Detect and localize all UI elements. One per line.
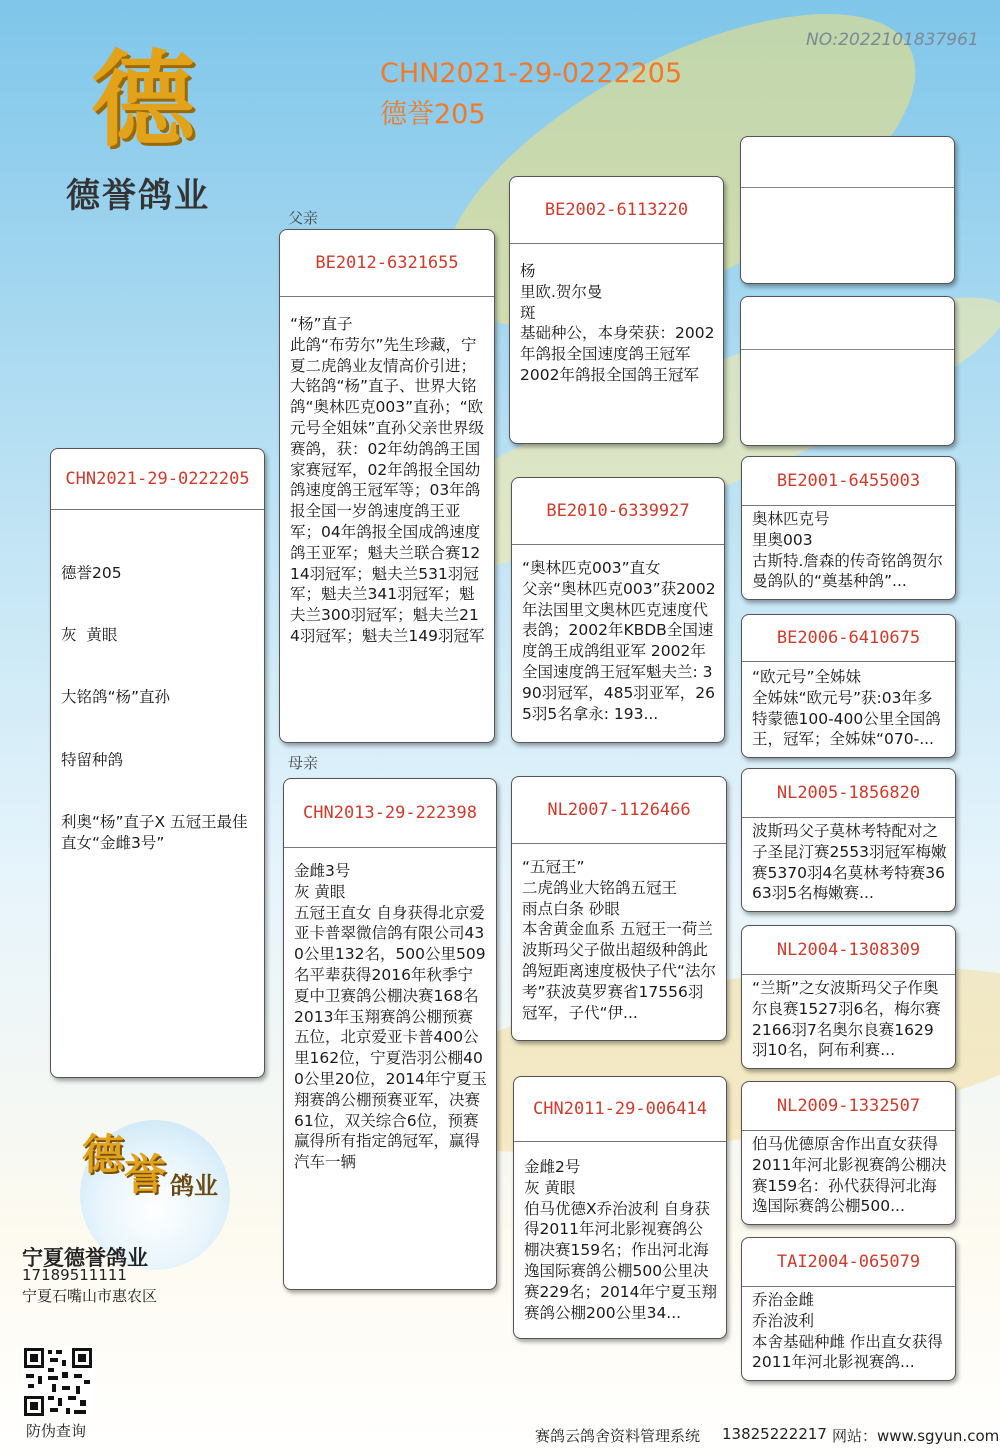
pedigree-card-sire [279, 229, 495, 743]
pedigree-card-dsd [741, 925, 956, 1069]
qr-code-graphic [22, 1346, 94, 1418]
pedigree-card-sdd [741, 614, 956, 758]
card-description: “奥林匹克003”直女 父亲“奥林匹克003”获2002年法国里文奥林匹克速度代表鸽；2002年KBDB全国速度鸽王成鸽组亚军 2002年全国速度鸽王冠军魁夫兰: 390羽冠军，485羽亚军，265羽5名拿永: 193... [522, 559, 716, 723]
ring-number: BE2012-6321655 [280, 230, 494, 297]
footer-logo-char: 业 [194, 1172, 218, 1200]
ring-number: CHN2013-29-222398 [284, 779, 496, 848]
ring-number: NL2007-1126466 [512, 777, 726, 844]
owner-phone: 17189511111 [22, 1266, 127, 1284]
pedigree-card-dam-sire [511, 776, 727, 1041]
subject-name-title: 德誉205 [380, 99, 486, 130]
bird-parentage: 利奥“杨”直子X 五冠王最佳直女“金雌3号” [61, 813, 248, 852]
bird-status: 特留种鸽 [61, 750, 124, 769]
pedigree-card-ssd [740, 296, 955, 446]
bird-name: 德誉205 [61, 563, 122, 582]
card-separator [741, 187, 954, 188]
pedigree-card-sss [740, 136, 955, 284]
pedigree-card-dss [741, 768, 956, 912]
system-phone: 13825222217 [722, 1425, 827, 1443]
owner-name: 宁夏德誉鸽业 [22, 1246, 148, 1270]
card-description: “欧元号”全姊妹 全姊妹“欧元号”获:03年多特蒙德100-400公里全国鸽王，冠军；全姊妹“070-... [752, 668, 941, 749]
card-description: 杨 里欧.贺尔曼 斑 基础种公，本身荣获：2002年鸽报全国速度鸽王冠军 2002年鸽报全国鸽王冠军 [520, 262, 715, 384]
pedigree-card-bird [50, 448, 265, 1078]
card-description: 金雌2号 灰 黄眼 伯马优德X乔治波利 自身获得2011年河北影视赛鸽公棚决赛159名；作出河北海逸国际赛鸽公棚500公里决赛229名；2014年宁夏玉翔赛鸽公棚200公里34... [524, 1158, 718, 1322]
card-description: 波斯玛父子莫林考特配对之子圣昆汀赛2553羽冠军梅嫩赛5370羽4名莫林考特赛3663羽5名梅嫩赛... [752, 822, 947, 903]
card-description: “五冠王” 二虎鸽业大铭鸽五冠王 雨点白条 砂眼 本舍黄金血系 五冠王一荷兰波斯玛父子做出超级种鸽此鸽短距离速度极快子代“法尔考”获波莫罗赛省17556羽冠军，子代“伊... [522, 858, 717, 1022]
pedigree-card-dam [283, 778, 497, 1290]
card-separator [741, 349, 954, 350]
ring-number: CHN2011-29-006414 [514, 1077, 726, 1142]
ring-number: BE2010-6339927 [512, 478, 724, 545]
pedigree-card-dds [741, 1081, 956, 1225]
ring-number: BE2001-6455003 [742, 457, 955, 506]
qr-caption: 防伪查询 [26, 1422, 87, 1440]
card-description: 乔治金雌 乔治波利 本舍基础种雌 作出直女获得2011年河北影视赛鸽... [752, 1291, 943, 1372]
ring-number: CHN2021-29-0222205 [51, 449, 264, 510]
bird-color-eye: 灰 黄眼 [61, 625, 118, 644]
bird-details [61, 521, 256, 895]
system-name: 赛鸽云鸽舍资料管理系统 [535, 1427, 701, 1445]
certificate-number: NO:2022101837961 [806, 30, 979, 50]
footer-logo-char: 德 [82, 1130, 125, 1179]
bird-lineage: 大铭鸽“杨”直孙 [61, 688, 171, 707]
pedigree-card-sire-sire [509, 176, 724, 444]
pedigree-card-dam-dam [513, 1076, 727, 1339]
card-description: 奥林匹克号 里奥003 古斯特.詹森的传奇铭鸽贺尔曼鸽队的“奠基种鸽”... [752, 510, 943, 591]
brand-logo-glyph: 德 [90, 38, 195, 161]
father-label: 父亲 [288, 209, 319, 227]
subject-ring-title: CHN2021-29-0222205 [380, 58, 683, 89]
ring-number: NL2009-1332507 [742, 1082, 955, 1131]
ring-number: BE2006-6410675 [742, 615, 955, 662]
system-website-link[interactable]: 网站：www.sgyun.com [832, 1427, 1000, 1445]
ring-number: NL2005-1856820 [742, 769, 955, 818]
pedigree-card-sire-dam [511, 477, 725, 743]
ring-number: TAI2004-065079 [742, 1238, 955, 1287]
card-description: 伯马优德原舍作出直女获得2011年河北影视赛鸽公棚决赛159名：孙代获得河北海逸国际赛鸽公棚500... [752, 1135, 947, 1216]
qr-code[interactable] [22, 1346, 94, 1418]
owner-address: 宁夏石嘴山市惠农区 [22, 1287, 158, 1305]
footer-logo-char: 誉 [124, 1150, 167, 1199]
card-description: “兰斯”之女波斯玛父子作奥尔良赛1527羽6名，梅尔赛2166羽7名奥尔良赛1629羽10名，阿布利赛... [752, 979, 941, 1060]
ring-number: BE2002-6113220 [510, 177, 723, 244]
pedigree-card-sds [741, 456, 956, 600]
mother-label: 母亲 [288, 754, 319, 772]
footer-logo-char: 鸽 [170, 1172, 194, 1200]
card-description: “杨”直子 此鸽“布劳尔”先生珍藏，宁夏二虎鸽业友情高价引进；大铭鸽“杨”直子、世界大铭鸽“奥林匹克003”直孙；“欧元号全姐妹”直孙父亲世界级赛鸽，获：02年幼鸽鸽王国家赛冠军，02年鸽报全国幼鸽速度鸽王冠军等；03年鸽报全国一岁鸽速度鸽王亚军；04年鸽报全国成鸽速度鸽王亚军；魁夫兰联合赛1214羽冠军；魁夫兰531羽冠军；魁夫兰341羽冠军；魁夫兰300羽冠军；魁夫兰214羽冠军；魁夫兰149羽冠军 [290, 315, 485, 645]
card-description: 金雌3号 灰 黄眼 五冠王直女 自身获得北京爱亚卡普翠微信鸽有限公司430公里132名，500公里509名平辈获得2016年秋季宁夏中卫赛鸽公棚决赛168名2013年玉翔赛鸽公棚预赛五位，北京爱亚卡普400公里162位，宁夏浩羽公棚400公里20位，2014年宁夏玉翔赛鸽公棚预赛亚军，决赛61位，双关综合6位，预赛赢得所有指定鸽冠军，赢得汽车一辆 [294, 862, 488, 1172]
ring-number: NL2004-1308309 [742, 926, 955, 975]
brand-name: 德誉鸽业 [66, 176, 210, 216]
pedigree-card-ddd [741, 1237, 956, 1381]
